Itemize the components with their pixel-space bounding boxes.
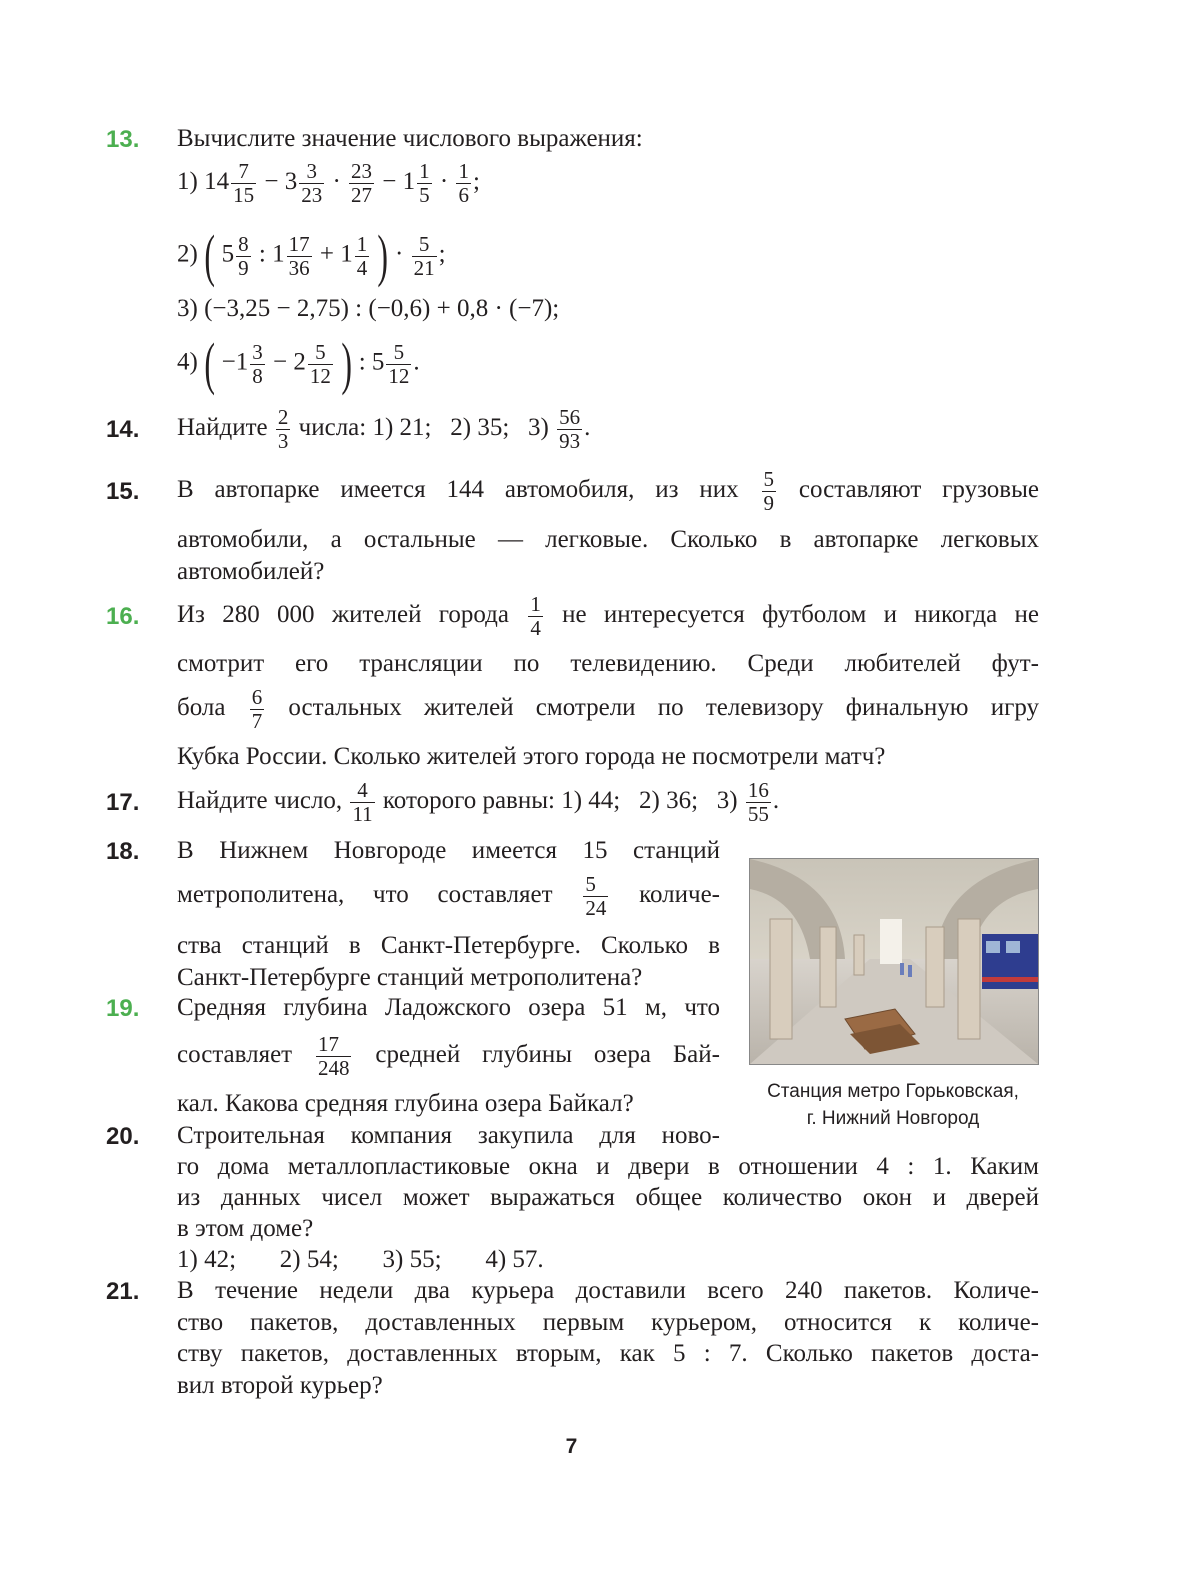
whole: 2: [293, 348, 306, 376]
text-segment: числа: 1) 21; 2) 35; 3): [298, 414, 549, 442]
problem-number: 13.: [106, 126, 140, 153]
numerator: 6: [251, 685, 263, 709]
problem-text: [177, 779, 779, 826]
problem-line: из данных чисел может выражаться общее количество окон и дверей: [177, 1184, 1039, 1211]
denominator: 36: [288, 255, 310, 280]
numerator: 17: [316, 1033, 352, 1057]
problem-line: ства станций в Санкт-Петербурге. Сколько в: [177, 932, 720, 959]
answer-options: 1) 42; 2) 54; 3) 55; 4) 57.: [177, 1246, 544, 1273]
terminator: .: [413, 348, 420, 376]
problem-line: ству пакетов, доставленных вторым, как 5 : 7. Сколько пакетов доста-: [177, 1340, 1039, 1367]
numerator: 1: [419, 159, 430, 183]
denominator: 9: [763, 491, 775, 515]
fraction: [557, 406, 582, 453]
expression-3: 3) (−3,25 − 2,75) : (−0,6) + 0,8 · (−7);: [177, 295, 560, 322]
denominator: 27: [351, 183, 373, 207]
problem-number: 18.: [106, 838, 140, 865]
problem-line: Строительная компания закупила для ново-: [177, 1122, 720, 1149]
text-segment: Найдите: [177, 414, 268, 442]
text-segment: составляют грузовые: [798, 476, 1039, 504]
fraction: [355, 233, 370, 280]
denominator: 55: [747, 802, 769, 826]
text-segment: метрополитена, что составляет: [177, 881, 553, 909]
denominator: 6: [458, 183, 469, 207]
fraction: [276, 406, 291, 453]
whole: 3: [284, 168, 298, 196]
denominator: 12: [309, 363, 331, 388]
problem-number: 19.: [106, 995, 140, 1022]
operator: ·: [332, 168, 341, 196]
fraction: [299, 160, 324, 207]
right-paren: ): [377, 223, 389, 288]
problem-number: 20.: [106, 1123, 140, 1150]
numerator: 56: [559, 405, 581, 429]
fraction: [386, 341, 411, 388]
problem-line: ство пакетов, доставленных первым курьером, относится к количе-: [177, 1309, 1039, 1336]
problem-line: смотрит его трансляции по телевидению. Среди любителей фут-: [177, 650, 1039, 677]
fraction: [308, 341, 333, 388]
numerator: 16: [747, 778, 769, 802]
text-segment: средней глубины озера Бай-: [375, 1041, 720, 1069]
denominator: 4: [356, 255, 368, 280]
fraction: [746, 779, 771, 826]
numerator: 5: [763, 467, 775, 491]
fraction: [250, 686, 265, 733]
denominator: 4: [530, 616, 541, 640]
terminator: ;: [438, 240, 446, 268]
problem-line: Средняя глубина Ладожского озера 51 м, что: [177, 994, 720, 1021]
denominator: 12: [388, 363, 410, 388]
fraction: [456, 160, 471, 207]
denominator: 7: [251, 709, 263, 733]
operator: −: [382, 168, 397, 196]
whole: 1: [340, 240, 353, 268]
item-label: 2): [177, 240, 198, 268]
item-label: 1): [177, 168, 198, 196]
numerator: 5: [386, 341, 411, 365]
left-paren: (: [204, 223, 216, 288]
operator: −: [273, 348, 288, 376]
fraction: [417, 160, 432, 207]
text-segment: Из 280 000 жителей города: [177, 601, 510, 629]
whole: 5: [371, 348, 385, 376]
denominator: 23: [301, 183, 323, 207]
problem-text: Вычислите значение числового выражения:: [177, 125, 643, 152]
fraction: [528, 593, 543, 640]
terminator: ;: [472, 168, 480, 196]
problem-line: го дома металлопластиковые окна и двери в отношении 4 : 1. Каким: [177, 1153, 1039, 1180]
operator: −: [264, 168, 279, 196]
problem-line: В течение недели два курьера доставили всего 240 пакетов. Количе-: [177, 1277, 1039, 1304]
operator: ·: [439, 168, 449, 196]
denominator: 24: [585, 896, 607, 920]
problem-line: [177, 1033, 720, 1080]
text-segment: не интересуется футболом и никогда не: [562, 601, 1040, 629]
denominator: 15: [233, 183, 255, 207]
problem-line: автомобилей?: [177, 558, 325, 585]
numerator: 1: [356, 231, 368, 256]
numerator: 3: [299, 160, 324, 184]
problem-number: 21.: [106, 1278, 140, 1305]
fraction: [412, 233, 437, 280]
item-label: 4): [177, 348, 198, 376]
metro-station-photo: [749, 858, 1039, 1065]
denominator: 11: [352, 802, 373, 826]
numerator: 3: [252, 339, 263, 364]
denominator: 9: [238, 255, 249, 280]
denominator: 21: [413, 255, 435, 280]
photo-caption: [742, 1078, 1044, 1132]
numerator: 7: [231, 160, 256, 184]
fraction: [350, 779, 374, 826]
text-segment: количе-: [639, 881, 720, 909]
problem-line: [177, 873, 720, 920]
problem-number: 15.: [106, 478, 140, 505]
text-segment: бола: [177, 694, 226, 722]
problem-number: 17.: [106, 789, 140, 816]
whole: 1: [272, 240, 285, 268]
problem-line: В Нижнем Новгороде имеется 15 станций: [177, 837, 720, 864]
denominator: 5: [419, 183, 430, 207]
problem-line: в этом доме?: [177, 1215, 314, 1242]
expression-4: [177, 331, 420, 396]
caption-line: г. Нижний Новгород: [806, 1108, 980, 1129]
problem-line: [177, 468, 1039, 515]
problem-line: кал. Какова средняя глубина озера Байкал?: [177, 1090, 634, 1117]
numerator: 5: [583, 873, 608, 897]
terminator: .: [772, 787, 780, 815]
problem-number: 14.: [106, 416, 140, 443]
numerator: 2: [277, 405, 289, 429]
problem-line: Кубка России. Сколько жителей этого города не посмотрели матч?: [177, 743, 886, 770]
text-segment: составляет: [177, 1041, 293, 1069]
whole: 1: [402, 168, 416, 196]
caption-line: Станция метро Горьковская,: [767, 1081, 1019, 1102]
numerator: 5: [308, 341, 333, 365]
problem-line: Санкт-Петербурге станций метрополитена?: [177, 964, 643, 991]
whole: −1: [221, 348, 249, 376]
text-segment: В автопарке имеется 144 автомобиля, из них: [177, 476, 739, 504]
problem-number: 16.: [106, 603, 140, 630]
expression-2: [177, 223, 446, 288]
fraction: [287, 233, 312, 280]
numerator: 1: [530, 592, 541, 616]
text-segment: Найдите число,: [177, 787, 343, 815]
problem-line: автомобили, а остальные — легковые. Сколько в автопарке легковых: [177, 526, 1039, 553]
operator: ·: [395, 240, 404, 268]
fraction: [583, 873, 608, 920]
fraction: [250, 341, 265, 388]
fraction: [231, 160, 256, 207]
numerator: 8: [238, 231, 249, 256]
text-segment: которого равны: 1) 44; 2) 36; 3): [382, 787, 738, 815]
numerator: 23: [351, 159, 373, 183]
problem-line: вил второй курьер?: [177, 1372, 383, 1399]
expression-1: [177, 160, 480, 207]
whole: 14: [204, 168, 230, 196]
problem-line: [177, 593, 1039, 640]
right-paren: ): [341, 331, 353, 396]
numerator: 4: [350, 779, 374, 803]
numerator: 5: [412, 233, 437, 257]
denominator: 93: [559, 429, 581, 453]
numerator: 1: [458, 159, 469, 183]
operator: +: [319, 240, 334, 268]
problem-text: [177, 406, 590, 453]
whole: 5: [221, 240, 235, 268]
text-segment: остальных жителей смотрели по телевизору финальную игру: [288, 694, 1039, 722]
page-number: 7: [565, 1435, 578, 1458]
numerator: 17: [288, 231, 310, 256]
fraction: [316, 1033, 352, 1080]
denominator: 248: [317, 1056, 350, 1080]
denominator: 8: [252, 363, 263, 388]
terminator: .: [584, 414, 591, 442]
operator: :: [258, 240, 266, 268]
fraction: [236, 233, 251, 280]
problem-line: [177, 686, 1039, 733]
fraction: [349, 160, 374, 207]
denominator: 3: [277, 429, 289, 453]
left-paren: (: [204, 331, 216, 396]
fraction: [762, 468, 777, 515]
operator: :: [358, 348, 366, 376]
